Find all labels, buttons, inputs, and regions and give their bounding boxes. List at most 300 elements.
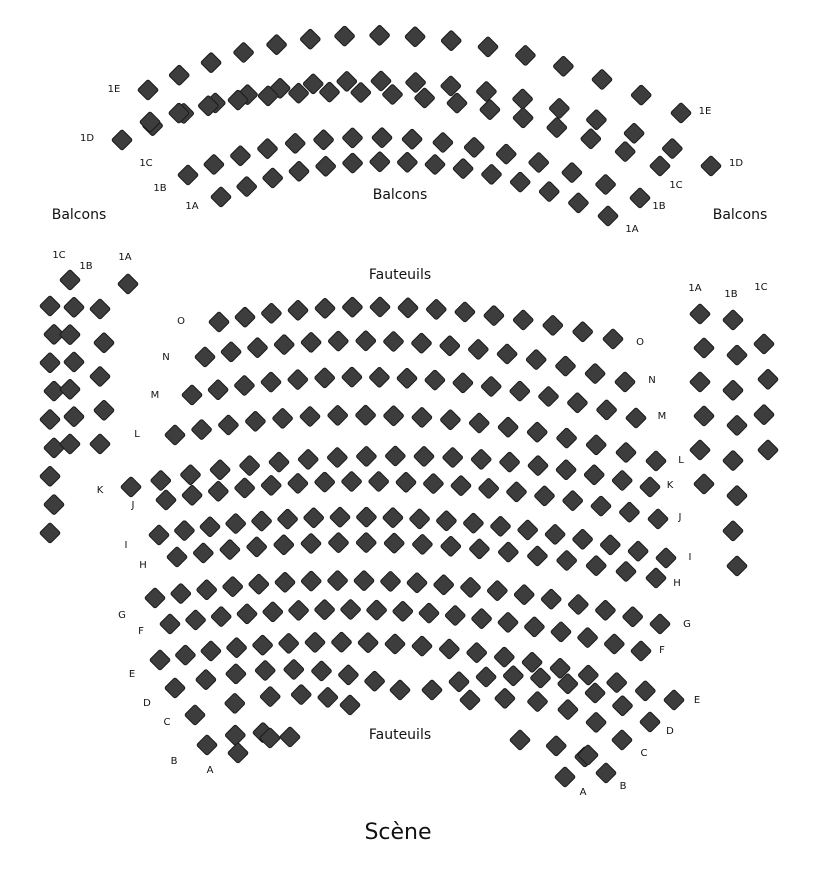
seat[interactable]	[395, 472, 416, 493]
seat[interactable]	[580, 128, 601, 149]
seat[interactable]	[159, 613, 180, 634]
seat[interactable]	[615, 442, 636, 463]
seat[interactable]	[496, 143, 517, 164]
seat[interactable]	[630, 640, 651, 661]
seat[interactable]	[700, 155, 721, 176]
seat[interactable]	[722, 520, 743, 541]
seat[interactable]	[550, 621, 571, 642]
seat[interactable]	[59, 269, 80, 290]
seat[interactable]	[439, 638, 460, 659]
seat[interactable]	[245, 411, 266, 432]
seat[interactable]	[494, 646, 515, 667]
seat[interactable]	[442, 447, 463, 468]
seat[interactable]	[528, 152, 549, 173]
seat[interactable]	[476, 81, 497, 102]
seat[interactable]	[663, 689, 684, 710]
seat[interactable]	[639, 476, 660, 497]
seat[interactable]	[300, 533, 321, 554]
seat[interactable]	[164, 424, 185, 445]
seat[interactable]	[191, 419, 212, 440]
seat[interactable]	[63, 406, 84, 427]
seat[interactable]	[555, 355, 576, 376]
seat[interactable]	[252, 635, 273, 656]
seat[interactable]	[266, 34, 287, 55]
seat[interactable]	[357, 632, 378, 653]
seat[interactable]	[389, 679, 410, 700]
seat[interactable]	[411, 635, 432, 656]
seat[interactable]	[314, 471, 335, 492]
seat[interactable]	[406, 572, 427, 593]
seat[interactable]	[93, 400, 114, 421]
seat[interactable]	[382, 507, 403, 528]
seat[interactable]	[203, 154, 224, 175]
seat[interactable]	[196, 734, 217, 755]
seat[interactable]	[211, 606, 232, 627]
seat[interactable]	[689, 303, 710, 324]
seat[interactable]	[757, 439, 778, 460]
seat[interactable]	[175, 644, 196, 665]
seat[interactable]	[553, 56, 574, 77]
seat[interactable]	[595, 600, 616, 621]
seat[interactable]	[452, 158, 473, 179]
seat[interactable]	[224, 693, 245, 714]
seat[interactable]	[693, 473, 714, 494]
seat[interactable]	[497, 612, 518, 633]
seat[interactable]	[538, 386, 559, 407]
seat[interactable]	[383, 331, 404, 352]
seat[interactable]	[487, 580, 508, 601]
seat[interactable]	[328, 330, 349, 351]
seat[interactable]	[726, 415, 747, 436]
seat[interactable]	[246, 536, 267, 557]
seat[interactable]	[283, 659, 304, 680]
seat[interactable]	[298, 449, 319, 470]
seat[interactable]	[208, 481, 229, 502]
seat[interactable]	[590, 495, 611, 516]
seat[interactable]	[622, 606, 643, 627]
seat[interactable]	[155, 489, 176, 510]
seat[interactable]	[585, 712, 606, 733]
seat[interactable]	[615, 561, 636, 582]
seat[interactable]	[584, 464, 605, 485]
seat[interactable]	[209, 459, 230, 480]
seat[interactable]	[726, 555, 747, 576]
seat[interactable]	[496, 343, 517, 364]
seat[interactable]	[409, 508, 430, 529]
seat[interactable]	[278, 633, 299, 654]
seat[interactable]	[220, 341, 241, 362]
seat[interactable]	[200, 52, 221, 73]
seat[interactable]	[411, 407, 432, 428]
seat[interactable]	[222, 576, 243, 597]
seat[interactable]	[596, 399, 617, 420]
seat[interactable]	[164, 677, 185, 698]
seat[interactable]	[586, 555, 607, 576]
seat[interactable]	[612, 695, 633, 716]
seat[interactable]	[225, 725, 246, 746]
seat[interactable]	[753, 333, 774, 354]
seat[interactable]	[144, 587, 165, 608]
seat[interactable]	[355, 330, 376, 351]
seat[interactable]	[595, 174, 616, 195]
seat[interactable]	[475, 666, 496, 687]
seat[interactable]	[356, 532, 377, 553]
seat[interactable]	[600, 534, 621, 555]
seat[interactable]	[478, 478, 499, 499]
seat[interactable]	[481, 376, 502, 397]
seat[interactable]	[327, 405, 348, 426]
seat[interactable]	[234, 375, 255, 396]
seat[interactable]	[260, 371, 281, 392]
seat[interactable]	[722, 309, 743, 330]
seat[interactable]	[383, 405, 404, 426]
seat[interactable]	[225, 513, 246, 534]
seat[interactable]	[471, 608, 492, 629]
seat[interactable]	[629, 187, 650, 208]
seat[interactable]	[303, 507, 324, 528]
seat[interactable]	[595, 762, 616, 783]
seat[interactable]	[509, 729, 530, 750]
seat[interactable]	[43, 437, 64, 458]
seat[interactable]	[614, 371, 635, 392]
seat[interactable]	[556, 427, 577, 448]
seat[interactable]	[546, 735, 567, 756]
seat[interactable]	[401, 129, 422, 150]
seat[interactable]	[273, 534, 294, 555]
seat[interactable]	[477, 36, 498, 57]
seat[interactable]	[424, 154, 445, 175]
seat[interactable]	[577, 627, 598, 648]
seat[interactable]	[452, 372, 473, 393]
seat[interactable]	[572, 529, 593, 550]
seat[interactable]	[287, 369, 308, 390]
seat[interactable]	[63, 297, 84, 318]
seat[interactable]	[509, 380, 530, 401]
seat[interactable]	[236, 603, 257, 624]
seat[interactable]	[313, 129, 334, 150]
seat[interactable]	[262, 167, 283, 188]
seat[interactable]	[602, 328, 623, 349]
seat[interactable]	[726, 485, 747, 506]
seat[interactable]	[611, 729, 632, 750]
seat[interactable]	[555, 459, 576, 480]
seat[interactable]	[483, 305, 504, 326]
seat[interactable]	[342, 297, 363, 318]
seat[interactable]	[193, 542, 214, 563]
seat[interactable]	[527, 422, 548, 443]
seat[interactable]	[397, 297, 418, 318]
seat[interactable]	[468, 339, 489, 360]
seat[interactable]	[177, 164, 198, 185]
seat[interactable]	[432, 132, 453, 153]
seat[interactable]	[181, 485, 202, 506]
seat[interactable]	[440, 409, 461, 430]
seat[interactable]	[184, 704, 205, 725]
seat[interactable]	[635, 680, 656, 701]
seat[interactable]	[170, 583, 191, 604]
seat[interactable]	[181, 384, 202, 405]
seat[interactable]	[287, 300, 308, 321]
seat[interactable]	[512, 88, 533, 109]
seat[interactable]	[469, 412, 490, 433]
seat[interactable]	[578, 664, 599, 685]
seat[interactable]	[279, 726, 300, 747]
seat[interactable]	[369, 296, 390, 317]
seat[interactable]	[93, 332, 114, 353]
seat[interactable]	[649, 613, 670, 634]
seat[interactable]	[356, 446, 377, 467]
seat[interactable]	[527, 455, 548, 476]
seat[interactable]	[439, 335, 460, 356]
seat[interactable]	[384, 633, 405, 654]
seat[interactable]	[421, 679, 442, 700]
seat[interactable]	[304, 632, 325, 653]
seat[interactable]	[411, 333, 432, 354]
seat[interactable]	[210, 186, 231, 207]
seat[interactable]	[39, 409, 60, 430]
seat[interactable]	[639, 711, 660, 732]
seat[interactable]	[63, 351, 84, 372]
seat[interactable]	[623, 123, 644, 144]
seat[interactable]	[120, 476, 141, 497]
seat[interactable]	[541, 589, 562, 610]
seat[interactable]	[314, 367, 335, 388]
seat[interactable]	[339, 694, 360, 715]
seat[interactable]	[288, 600, 309, 621]
seat[interactable]	[268, 451, 289, 472]
seat[interactable]	[200, 640, 221, 661]
seat[interactable]	[89, 366, 110, 387]
seat[interactable]	[291, 684, 312, 705]
seat[interactable]	[584, 682, 605, 703]
seat[interactable]	[174, 520, 195, 541]
seat[interactable]	[225, 663, 246, 684]
seat[interactable]	[556, 550, 577, 571]
seat[interactable]	[150, 470, 171, 491]
seat[interactable]	[404, 26, 425, 47]
seat[interactable]	[341, 471, 362, 492]
seat[interactable]	[327, 570, 348, 591]
seat[interactable]	[606, 672, 627, 693]
seat[interactable]	[314, 599, 335, 620]
seat[interactable]	[597, 205, 618, 226]
seat[interactable]	[466, 642, 487, 663]
seat[interactable]	[169, 65, 190, 86]
seat[interactable]	[753, 404, 774, 425]
seat[interactable]	[436, 510, 457, 531]
seat[interactable]	[340, 599, 361, 620]
seat[interactable]	[539, 181, 560, 202]
seat[interactable]	[689, 439, 710, 460]
seat[interactable]	[137, 79, 158, 100]
seat[interactable]	[342, 152, 363, 173]
seat[interactable]	[645, 450, 666, 471]
seat[interactable]	[39, 295, 60, 316]
seat[interactable]	[662, 138, 683, 159]
seat[interactable]	[413, 446, 434, 467]
seat[interactable]	[396, 368, 417, 389]
seat[interactable]	[208, 311, 229, 332]
seat[interactable]	[248, 574, 269, 595]
seat[interactable]	[180, 464, 201, 485]
seat[interactable]	[604, 633, 625, 654]
seat[interactable]	[338, 664, 359, 685]
seat[interactable]	[515, 45, 536, 66]
seat[interactable]	[542, 315, 563, 336]
seat[interactable]	[149, 649, 170, 670]
seat[interactable]	[464, 137, 485, 158]
seat[interactable]	[524, 616, 545, 637]
seat[interactable]	[527, 691, 548, 712]
seat[interactable]	[274, 334, 295, 355]
seat[interactable]	[586, 434, 607, 455]
seat[interactable]	[257, 138, 278, 159]
seat[interactable]	[195, 669, 216, 690]
seat[interactable]	[194, 346, 215, 367]
seat[interactable]	[554, 766, 575, 787]
seat[interactable]	[572, 321, 593, 342]
seat[interactable]	[300, 29, 321, 50]
seat[interactable]	[227, 742, 248, 763]
seat[interactable]	[527, 545, 548, 566]
seat[interactable]	[645, 567, 666, 588]
seat[interactable]	[513, 309, 534, 330]
seat[interactable]	[460, 577, 481, 598]
seat[interactable]	[534, 485, 555, 506]
seat[interactable]	[148, 524, 169, 545]
seat[interactable]	[368, 471, 389, 492]
seat[interactable]	[562, 490, 583, 511]
seat[interactable]	[450, 475, 471, 496]
seat[interactable]	[418, 602, 439, 623]
seat[interactable]	[219, 539, 240, 560]
seat[interactable]	[59, 324, 80, 345]
seat[interactable]	[445, 605, 466, 626]
seat[interactable]	[111, 129, 132, 150]
seat[interactable]	[568, 594, 589, 615]
seat[interactable]	[385, 445, 406, 466]
seat[interactable]	[481, 164, 502, 185]
seat[interactable]	[315, 156, 336, 177]
seat[interactable]	[39, 466, 60, 487]
seat[interactable]	[584, 363, 605, 384]
seat[interactable]	[568, 192, 589, 213]
seat[interactable]	[230, 145, 251, 166]
seat[interactable]	[615, 141, 636, 162]
seat[interactable]	[514, 584, 535, 605]
seat[interactable]	[218, 414, 239, 435]
seat[interactable]	[314, 298, 335, 319]
seat[interactable]	[689, 371, 710, 392]
seat[interactable]	[331, 632, 352, 653]
seat[interactable]	[272, 408, 293, 429]
seat[interactable]	[239, 455, 260, 476]
seat[interactable]	[440, 536, 461, 557]
seat[interactable]	[631, 84, 652, 105]
seat[interactable]	[342, 127, 363, 148]
seat[interactable]	[586, 109, 607, 130]
seat[interactable]	[591, 69, 612, 90]
seat[interactable]	[369, 367, 390, 388]
seat[interactable]	[498, 541, 519, 562]
seat[interactable]	[261, 303, 282, 324]
seat[interactable]	[300, 332, 321, 353]
seat[interactable]	[612, 470, 633, 491]
seat[interactable]	[757, 369, 778, 390]
seat[interactable]	[251, 510, 272, 531]
seat[interactable]	[371, 127, 392, 148]
seat[interactable]	[366, 599, 387, 620]
seat[interactable]	[59, 379, 80, 400]
seat[interactable]	[369, 151, 390, 172]
seat[interactable]	[463, 513, 484, 534]
seat[interactable]	[89, 433, 110, 454]
seat[interactable]	[364, 671, 385, 692]
seat[interactable]	[299, 406, 320, 427]
seat[interactable]	[288, 161, 309, 182]
seat[interactable]	[424, 369, 445, 390]
seat[interactable]	[369, 25, 390, 46]
seat[interactable]	[494, 688, 515, 709]
seat[interactable]	[247, 337, 268, 358]
seat[interactable]	[397, 152, 418, 173]
seat[interactable]	[329, 507, 350, 528]
seat[interactable]	[627, 541, 648, 562]
seat[interactable]	[549, 98, 570, 119]
seat[interactable]	[567, 392, 588, 413]
seat[interactable]	[497, 417, 518, 438]
seat[interactable]	[380, 571, 401, 592]
seat[interactable]	[517, 519, 538, 540]
seat[interactable]	[561, 162, 582, 183]
seat[interactable]	[301, 570, 322, 591]
seat[interactable]	[423, 473, 444, 494]
seat[interactable]	[392, 601, 413, 622]
seat[interactable]	[317, 687, 338, 708]
seat[interactable]	[287, 473, 308, 494]
seat[interactable]	[471, 449, 492, 470]
seat[interactable]	[433, 574, 454, 595]
seat[interactable]	[512, 107, 533, 128]
seat[interactable]	[285, 133, 306, 154]
seat[interactable]	[277, 508, 298, 529]
seat[interactable]	[262, 601, 283, 622]
seat[interactable]	[526, 349, 547, 370]
seat[interactable]	[506, 481, 527, 502]
seat[interactable]	[557, 699, 578, 720]
seat[interactable]	[117, 273, 138, 294]
seat[interactable]	[199, 516, 220, 537]
seat[interactable]	[490, 516, 511, 537]
seat[interactable]	[260, 686, 281, 707]
seat[interactable]	[261, 475, 282, 496]
seat[interactable]	[693, 337, 714, 358]
seat[interactable]	[236, 176, 257, 197]
seat[interactable]	[39, 352, 60, 373]
seat[interactable]	[233, 42, 254, 63]
seat[interactable]	[459, 689, 480, 710]
seat[interactable]	[353, 570, 374, 591]
seat[interactable]	[479, 99, 500, 120]
seat[interactable]	[546, 117, 567, 138]
seat[interactable]	[226, 637, 247, 658]
seat[interactable]	[722, 450, 743, 471]
seat[interactable]	[510, 171, 531, 192]
seat[interactable]	[311, 660, 332, 681]
seat[interactable]	[544, 524, 565, 545]
seat[interactable]	[499, 451, 520, 472]
seat[interactable]	[426, 299, 447, 320]
